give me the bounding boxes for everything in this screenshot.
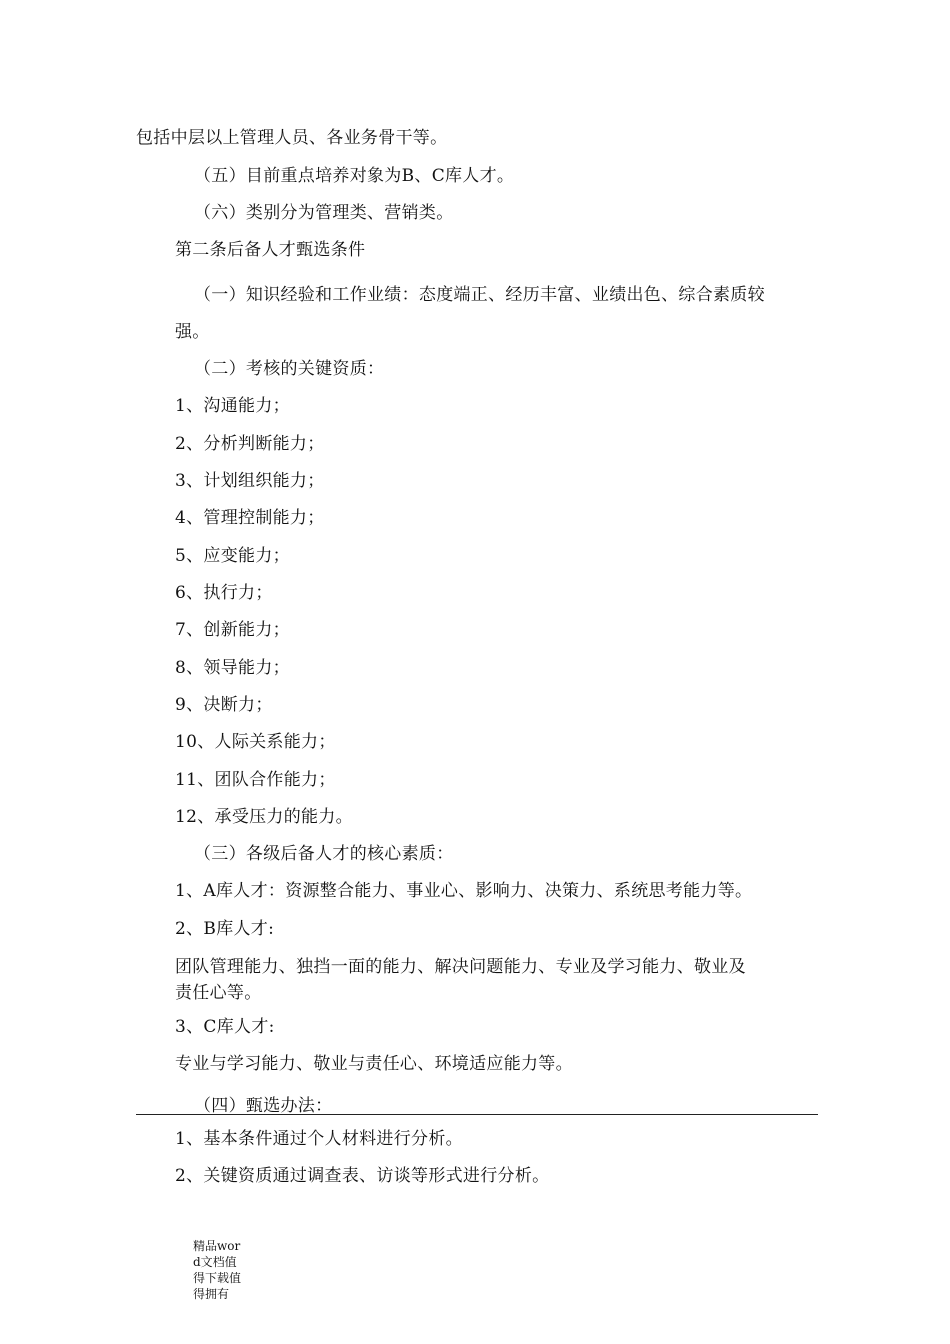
list-item: 4、管理控制能力； [175,508,325,528]
list-item: 1、沟通能力； [175,396,290,416]
list-item: 2、B库人才: [175,919,275,939]
list-item: 1、A库人才：资源整合能力、事业心、影响力、决策力、系统思考能力等。 [175,881,753,901]
paragraph-line: （三）各级后备人才的核心素质： [194,844,454,864]
list-item: 9、决断力； [175,695,273,715]
list-item: 8、领导能力； [175,658,290,678]
paragraph-line: （一）知识经验和工作业绩：态度端正、经历丰富、业绩出色、综合素质较 [194,285,765,305]
paragraph-line: 包括中层以上管理人员、各业务骨干等。 [136,128,448,148]
list-item: 6、执行力； [175,583,273,603]
paragraph-line: （四）甄选办法： [194,1096,333,1116]
list-item: 5、应变能力； [175,546,290,566]
list-item: 7、创新能力； [175,620,290,640]
paragraph-line: 专业与学习能力、敬业与责任心、环境适应能力等。 [175,1054,573,1074]
list-item: 11、团队合作能力； [175,770,336,790]
paragraph-line: 强。 [175,322,210,342]
paragraph-line: （二）考核的关键资质： [194,359,385,379]
section-heading: 第二条后备人才甄选条件 [175,240,366,260]
paragraph-line: 责任心等。 [175,983,262,1003]
footer-note: 精品word文档值得下载值得拥有 [193,1239,242,1301]
horizontal-rule [136,1114,818,1115]
paragraph-line: 团队管理能力、独挡一面的能力、解决问题能力、专业及学习能力、敬业及 [175,957,746,977]
paragraph-line: （六）类别分为管理类、营销类。 [194,203,454,223]
list-item: 3、C库人才: [175,1017,275,1037]
list-item: 2、分析判断能力； [175,434,325,454]
list-item: 12、承受压力的能力。 [175,807,353,827]
list-item: 10、人际关系能力； [175,732,336,752]
list-item: 2、关键资质通过调查表、访谈等形式进行分析。 [175,1166,550,1186]
list-item: 3、计划组织能力； [175,471,325,491]
paragraph-line: （五）目前重点培养对象为B、C库人才。 [194,166,515,186]
list-item: 1、基本条件通过个人材料进行分析。 [175,1129,463,1149]
